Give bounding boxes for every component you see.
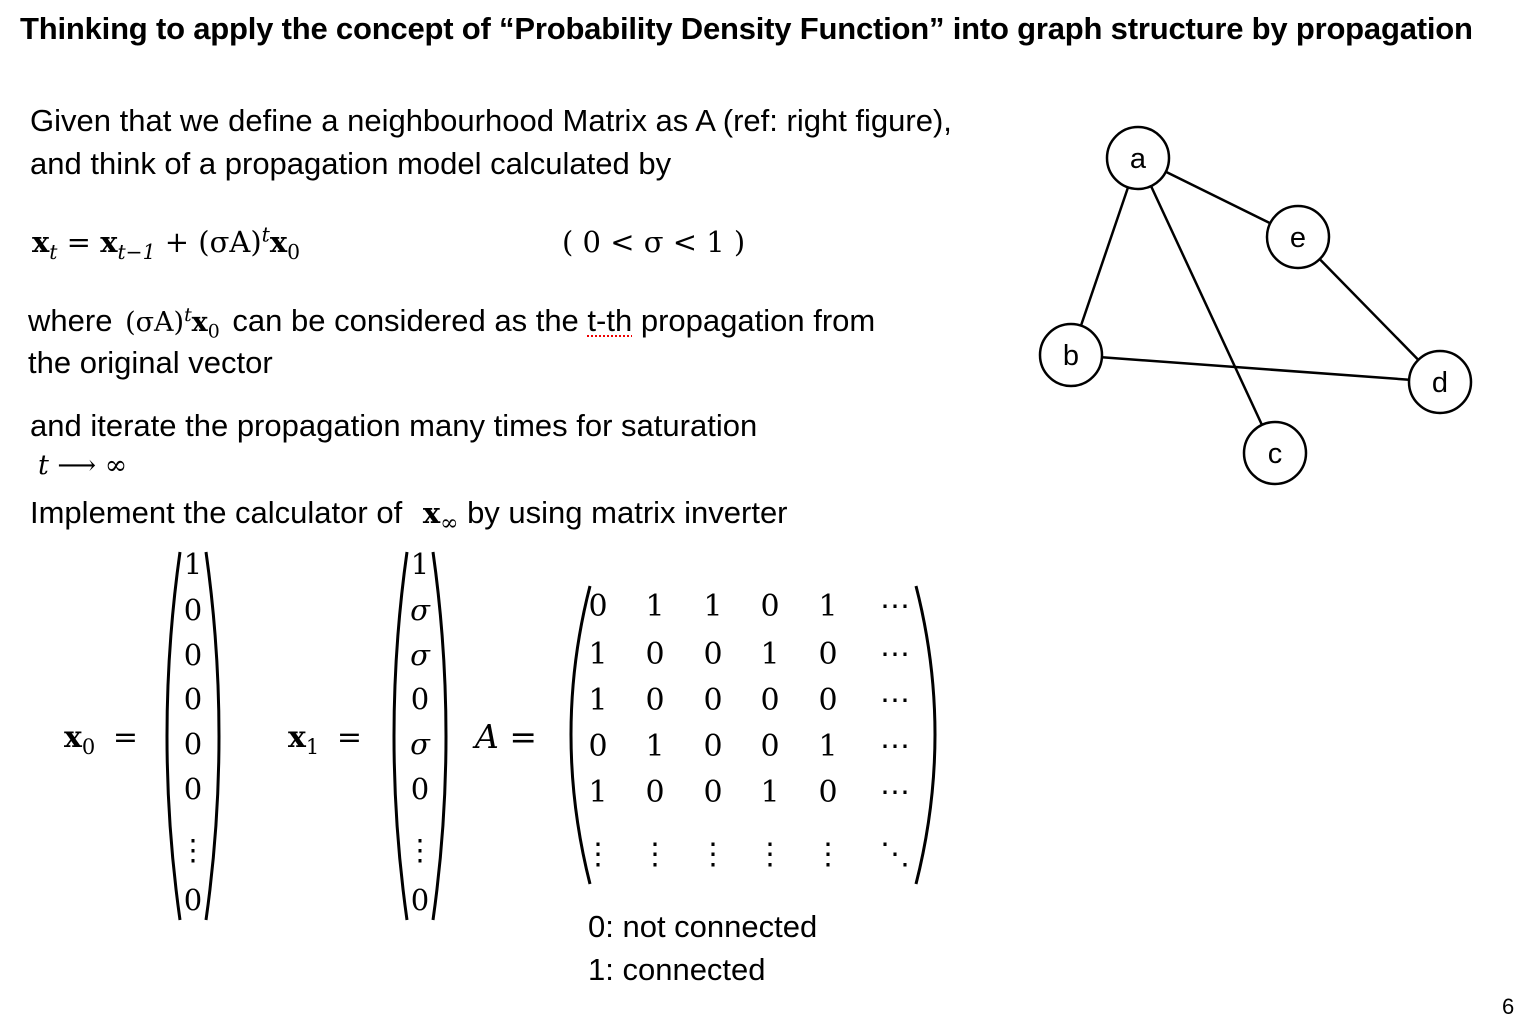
propagation-equation	[32, 222, 301, 264]
x0-entry-7: 0	[183, 883, 203, 917]
edge-a-b	[1081, 187, 1128, 325]
node-e-label: e	[1289, 222, 1307, 254]
node-d	[1409, 351, 1471, 413]
matrix-cell-r1-c2: 0	[703, 637, 723, 672]
matrix-cell-r0-c5: ⋯	[880, 589, 910, 624]
implement-suffix: by using matrix inverter	[467, 495, 788, 530]
x0-entry-2: 0	[183, 638, 203, 672]
x0-label	[64, 720, 138, 759]
x1-entry-4: σ	[410, 727, 430, 761]
node-b	[1040, 324, 1102, 386]
matrix-cell-r3-c2: 0	[703, 729, 723, 764]
x1-entry-2: σ	[410, 638, 430, 672]
x0-vector	[150, 548, 230, 928]
x1-vector	[377, 548, 457, 928]
matrix-cell-r1-c1: 0	[645, 637, 665, 672]
implement-line	[30, 494, 788, 535]
edge-e-d	[1320, 259, 1419, 360]
matrix-cell-r0-c1: 1	[645, 589, 665, 624]
intro-line-2: and think of a propagation model calculated by	[30, 146, 672, 181]
node-b-label: b	[1062, 340, 1080, 372]
matrix-right-paren	[916, 586, 935, 884]
page-number: 6	[1502, 994, 1515, 1019]
where-suffix: propagation from	[640, 303, 876, 338]
eq-term1-sub: t−1	[117, 239, 156, 264]
eq-equals: =	[57, 225, 101, 259]
where-expr-open: (σA)	[125, 307, 185, 338]
x1-equals: =	[336, 720, 362, 755]
intro-line-1: Given that we define a neighbourhood Matrix as A (ref: right figure),	[30, 103, 952, 138]
matrix-cell-r3-c4: 1	[818, 729, 838, 764]
matrix-cell-r5-c5: ⋱	[880, 837, 910, 872]
x1-entry-6: ⋮	[405, 833, 435, 867]
implement-x: x	[422, 496, 441, 530]
x1-entry-5: 0	[410, 772, 430, 806]
x0-entry-1: 0	[183, 593, 203, 627]
x0-right-paren	[206, 552, 219, 920]
x1-entry-3: 0	[410, 682, 430, 716]
matrix-cell-r2-c4: 0	[818, 683, 838, 718]
slide-title: Thinking to apply the concept of “Probability Density Function” into graph structure by propagation	[20, 11, 1473, 46]
legend-connected: 1: connected	[588, 952, 766, 987]
matrix-cell-r4-c5: ⋯	[880, 775, 910, 810]
matrix-cell-r3-c1: 1	[645, 729, 665, 764]
edge-b-d	[1102, 357, 1409, 379]
where-expr	[125, 304, 228, 343]
x0-label-sub: 0	[81, 735, 96, 759]
node-a-label: a	[1129, 143, 1147, 175]
where-prefix: where	[28, 303, 113, 338]
x0-equals: =	[112, 720, 138, 755]
matrix-cell-r3-c3: 0	[760, 729, 780, 764]
eq-lhs-sub: t	[49, 239, 58, 264]
edge-a-e	[1166, 172, 1270, 224]
eq-power: t	[261, 222, 270, 247]
matrix-cell-r3-c0: 0	[588, 729, 608, 764]
where-tth: t-th	[587, 303, 633, 338]
eq-term1: x	[100, 225, 118, 259]
node-c-label: c	[1267, 438, 1283, 470]
where-expr-x: x	[191, 307, 208, 338]
x0-entry-0: 1	[183, 548, 203, 581]
matrix-cell-r3-c5: ⋯	[880, 729, 910, 764]
sigma-condition: ( 0 < σ < 1 )	[562, 225, 746, 259]
where-middle: can be considered as the	[232, 303, 579, 338]
eq-lhs: x	[32, 225, 50, 259]
x1-label-sub: 1	[305, 735, 320, 759]
implement-prefix: Implement the calculator of	[30, 495, 403, 530]
x1-label	[288, 720, 362, 759]
where-expr-sub: 0	[207, 320, 220, 343]
matrix-cell-r2-c5: ⋯	[880, 683, 910, 718]
matrix-cell-r2-c0: 1	[588, 683, 608, 718]
matrix-cell-r4-c4: 0	[818, 775, 838, 810]
matrix-cell-r5-c3: ⋮	[755, 837, 785, 872]
matrix-cell-r0-c4: 1	[818, 589, 838, 624]
node-d-label: d	[1431, 367, 1449, 399]
matrix-cell-r4-c0: 1	[588, 775, 608, 810]
eq-term2-sub: 0	[287, 239, 301, 264]
x1-right-paren	[433, 552, 446, 920]
matrix-cell-r4-c3: 1	[760, 775, 780, 810]
matrix-cell-r5-c0: ⋮	[583, 837, 613, 872]
legend-not-connected: 0: not connected	[588, 909, 818, 944]
x1-entry-1: σ	[410, 593, 430, 627]
matrix-cell-r1-c4: 0	[818, 637, 838, 672]
x0-entry-3: 0	[183, 682, 203, 716]
matrix-cell-r5-c1: ⋮	[640, 837, 670, 872]
graph-figure	[1030, 110, 1490, 500]
matrix-cell-r5-c4: ⋮	[813, 837, 843, 872]
eq-term2: x	[269, 225, 288, 259]
node-c	[1244, 422, 1306, 484]
matrix-cell-r0-c3: 0	[760, 589, 780, 624]
iterate-line: and iterate the propagation many times for saturation	[30, 408, 758, 443]
matrix-cell-r1-c0: 1	[588, 637, 608, 672]
x0-entry-4: 0	[183, 727, 203, 761]
edge-a-c	[1151, 186, 1262, 425]
matrix-cell-r4-c2: 0	[703, 775, 723, 810]
x0-entry-5: 0	[183, 772, 203, 806]
matrix-cell-r0-c2: 1	[703, 589, 723, 624]
x1-entry-7: 0	[410, 883, 430, 917]
eq-plus: + (σA)	[155, 225, 262, 259]
x1-label-x: x	[288, 720, 306, 755]
matrix-cell-r0-c0: 0	[588, 589, 608, 624]
limit-expression: t ⟶ ∞	[38, 450, 128, 481]
where-line-1	[28, 302, 876, 343]
matrix-label: A =	[475, 717, 537, 756]
matrix-cell-r4-c1: 0	[645, 775, 665, 810]
where-line-2: the original vector	[28, 345, 273, 380]
x0-label-x: x	[64, 720, 82, 755]
implement-sub: ∞	[440, 511, 459, 537]
x0-entry-6: ⋮	[178, 833, 208, 867]
matrix-cell-r1-c3: 1	[760, 637, 780, 672]
matrix-cell-r2-c1: 0	[645, 683, 665, 718]
adjacency-matrix	[558, 582, 958, 892]
node-e	[1267, 206, 1329, 268]
matrix-cell-r2-c2: 0	[703, 683, 723, 718]
matrix-cell-r1-c5: ⋯	[880, 637, 910, 672]
where-expr-power: t	[184, 304, 192, 326]
x1-entry-0: 1	[410, 548, 430, 581]
matrix-cell-r5-c2: ⋮	[698, 837, 728, 872]
matrix-cell-r2-c3: 0	[760, 683, 780, 718]
node-a	[1107, 127, 1169, 189]
